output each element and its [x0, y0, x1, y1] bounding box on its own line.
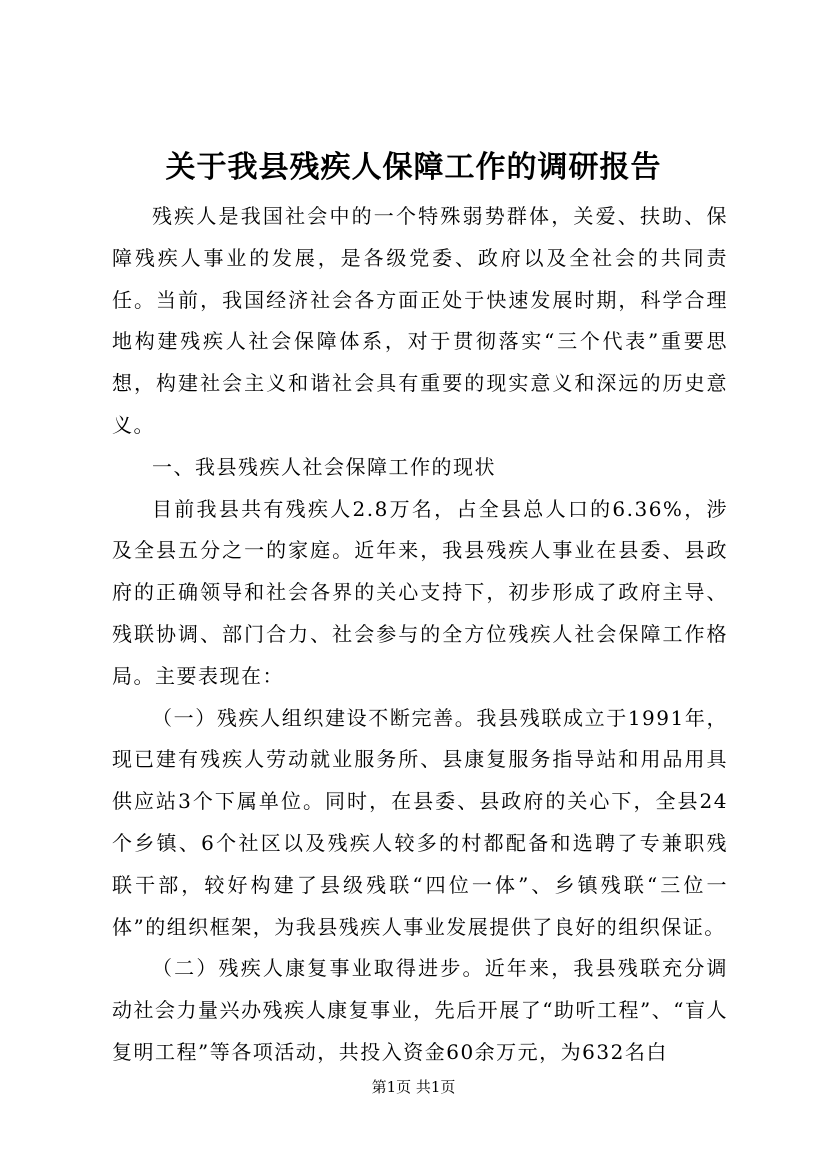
- paragraph-organization: （一）残疾人组织建设不断完善。我县残联成立于1991年，现已建有残疾人劳动就业服务所、县康复服务指导站和用品用具供应站3个下属单位。同时，在县委、县政府的关心下，全县24个乡镇、6个社区以及残疾人较多的村都配备和选聘了专兼职残联干部，较好构建了县级残联“四位一体”、乡镇残联“三位一体”的组织框架，为我县残疾人事业发展提供了良好的组织保证。: [112, 705, 728, 939]
- document-title: 关于我县残疾人保障工作的调研报告: [165, 150, 662, 185]
- page-footer: 第1页 共1页: [371, 1078, 456, 1096]
- document-body: [112, 196, 728, 1074]
- paragraph-rehabilitation: （二）残疾人康复事业取得进步。近年来，我县残联充分调动社会力量兴办残疾人康复事业，先后开展了“助听工程”、“盲人复明工程”等各项活动，共投入资金60余万元，为632名白: [112, 956, 728, 1064]
- paragraph-intro: 残疾人是我国社会中的一个特殊弱势群体，关爱、扶助、保障残疾人事业的发展，是各级党委、政府以及全社会的共同责任。当前，我国经济社会各方面正处于快速发展时期，科学合理地构建残疾人社会保障体系，对于贯彻落实“三个代表”重要思想，构建社会主义和谐社会具有重要的现实意义和深远的历史意义。: [112, 204, 728, 437]
- section-heading: 一、我县残疾人社会保障工作的现状: [152, 454, 496, 479]
- paragraph-status: 目前我县共有残疾人2.8万名，占全县总人口的6.36%，涉及全县五分之一的家庭。近年来，我县残疾人事业在县委、县政府的正确领导和社会各界的关心支持下，初步形成了政府主导、残联协调、部门合力、社会参与的全方位残疾人社会保障工作格局。主要表现在：: [112, 496, 728, 688]
